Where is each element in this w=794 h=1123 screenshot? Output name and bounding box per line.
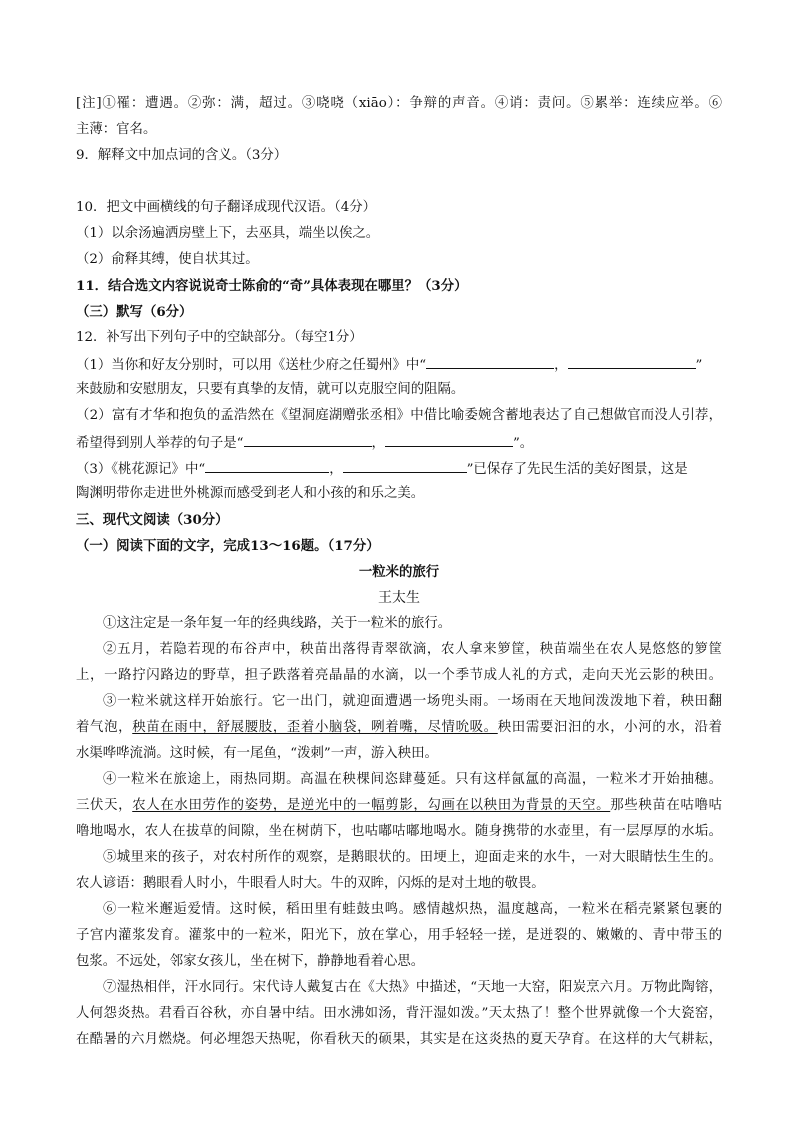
q10-sentence-2: （2）俞释其缚，使自状其过。 — [76, 252, 259, 267]
note-line-1: [注]①罹：遭遇。②弥：满，超过。③哓哓（xiāo）：争辩的声音。④诮：责问。⑤累举：连续应举。⑥ — [76, 96, 722, 111]
q12-part-3: （3）《桃花源记》中“ ， ”已保存了先民生活的美好图景，这是 — [76, 459, 722, 479]
question-9-title: 9．解释文中加点词的含义。（3分） — [76, 148, 288, 163]
paragraph-2-line-2: 上，一路拧闪路边的野草，担子跌落着亮晶晶的水滴，以一个季节成人礼的方式，走向天光云影的秧田。 — [76, 668, 722, 683]
paragraph-4-line-1: ④一粒米在旅途上，雨热同期。高温在秧棵间恣肆蔓延。只有这样氤氲的高温，一粒米才开始抽穗。 — [103, 772, 722, 787]
paragraph-6-line-2: 子宫内灌浆发育。灌浆中的一粒米，阳光下，放在掌心，用手轻轻一搓，是迸裂的、嫩嫩的、青中带玉的 — [76, 928, 722, 943]
reading-one-title: （一）阅读下面的文字，完成13～16题。（17分） — [76, 538, 380, 554]
answer-blank[interactable] — [568, 355, 696, 369]
paragraph-6-line-3: 包浆。不远处，邻家女孩儿，坐在树下，静静地看着心思。 — [76, 954, 425, 969]
question-12-title: 12．补写出下列句子中的空缺部分。（每空1分） — [76, 330, 363, 345]
article-title: 一粒米的旅行 — [358, 564, 440, 580]
paragraph-4-line-2: 三伏天，农人在水田劳作的姿势，是逆光中的一幅剪影，勾画在以秧田为背景的天空。那些秧苗在咕噜咕 — [76, 798, 722, 813]
paragraph-3-line-2: 着气泡，秧苗在雨中，舒展腰肢，歪着小脑袋，咧着嘴，尽情吮吸。秧田需要汩汩的水，小河的水，沿着 — [76, 720, 722, 735]
section-dictation-title: （三）默写（6分） — [76, 304, 193, 320]
paragraph-6-line-1: ⑥一粒米邂逅爱情。这时候，稻田里有蛙鼓虫鸣。感情越炽热，温度越高，一粒米在稻壳紧紧包裹的 — [103, 902, 722, 917]
paragraph-4-line-3: 噜地喝水，农人在拔草的间隙，坐在树荫下，也咕嘟咕嘟地喝水。随身携带的水壶里，有一层厚厚的水垢。 — [76, 824, 722, 839]
paragraph-3-line-3: 水渠哗哗流淌。这时候，有一尾鱼，“泼刺”一声，游入秧田。 — [76, 746, 438, 761]
article-author: 王太生 — [378, 590, 420, 606]
q12-part-3-cont: 陶渊明带你走进世外桃源而感受到老人和小孩的和乐之美。 — [76, 486, 425, 501]
paragraph-5-line-1: ⑤城里来的孩子，对农村所作的观察，是鹅眼状的。田埂上，迎面走来的水牛，一对大眼睛怯生生的。 — [103, 850, 722, 865]
paragraph-2-line-1: ②五月，若隐若现的布谷声中，秧苗出落得青翠欲滴，农人拿来箩筐，秧苗端坐在农人晃悠悠的箩筐 — [103, 642, 722, 657]
answer-blank[interactable] — [385, 433, 513, 447]
question-11-title: 11．结合选文内容说说奇士陈俞的“奇”具体表现在哪里？（3分） — [76, 278, 468, 294]
q12-part-2: （2）富有才华和抱负的孟浩然在《望洞庭湖赠张丞相》中借比喻委婉含蓄地表达了自己想做官而没人引荐， — [76, 408, 722, 423]
underlined-sentence: 农人在水田劳作的姿势，是逆光中的一幅剪影，勾画在以秧田为背景的天空。 — [132, 798, 611, 813]
q12-part-1: （1）当你和好友分别时，可以用《送杜少府之任蜀州》中“ ， ” — [76, 355, 722, 375]
answer-blank[interactable] — [244, 433, 372, 447]
answer-blank[interactable] — [426, 355, 554, 369]
underlined-sentence: 秧苗在雨中，舒展腰肢，歪着小脑袋，咧着嘴，尽情吮吸。 — [132, 720, 498, 735]
q12-part-1-cont: 来鼓励和安慰朋友，只要有真挚的友情，就可以克服空间的阻隔。 — [76, 382, 465, 397]
paragraph-1: ①这注定是一条年复一年的经典线路，关于一粒米的旅行。 — [103, 616, 452, 631]
paragraph-7-line-1: ⑦湿热相伴，汗水同行。宋代诗人戴复古在《大热》中描述，“天地一大窑，阳炭烹六月。万物此陶镕， — [103, 980, 722, 995]
answer-blank[interactable] — [343, 459, 467, 473]
paragraph-5-line-2: 农人谚语：鹅眼看人时小，牛眼看人时大。牛的双眸，闪烁的是对土地的敬畏。 — [76, 876, 545, 891]
paragraph-7-line-3: 在酷暑的六月燃烧。何必埋怨天热呢，你看秋天的硕果，其实是在这炎热的夏天孕育。在这样的大气耕耘， — [76, 1032, 722, 1047]
q10-sentence-1: （1）以余汤遍洒房壁上下，去巫具，端坐以俟之。 — [76, 226, 380, 241]
paragraph-7-line-2: 人何怨炎热。君看百谷秋，亦自暑中结。田水沸如汤，背汗湿如泼。”天太热了！整个世界就像一个大瓷窑， — [76, 1006, 722, 1021]
paragraph-3-line-1: ③一粒米就这样开始旅行。它一出门，就迎面遭遇一场兜头雨。一场雨在天地间泼泼地下着，秧田翻 — [103, 694, 722, 709]
q12-part-2-cont: 希望得到别人举荐的句子是“ ， ”。 — [76, 433, 722, 453]
note-line-2: 主薄：官名。 — [76, 122, 157, 137]
question-10-title: 10．把文中画横线的句子翻译成现代汉语。（4分） — [76, 200, 377, 215]
part-three-title: 三、现代文阅读（30分） — [76, 512, 229, 528]
answer-blank[interactable] — [205, 459, 329, 473]
